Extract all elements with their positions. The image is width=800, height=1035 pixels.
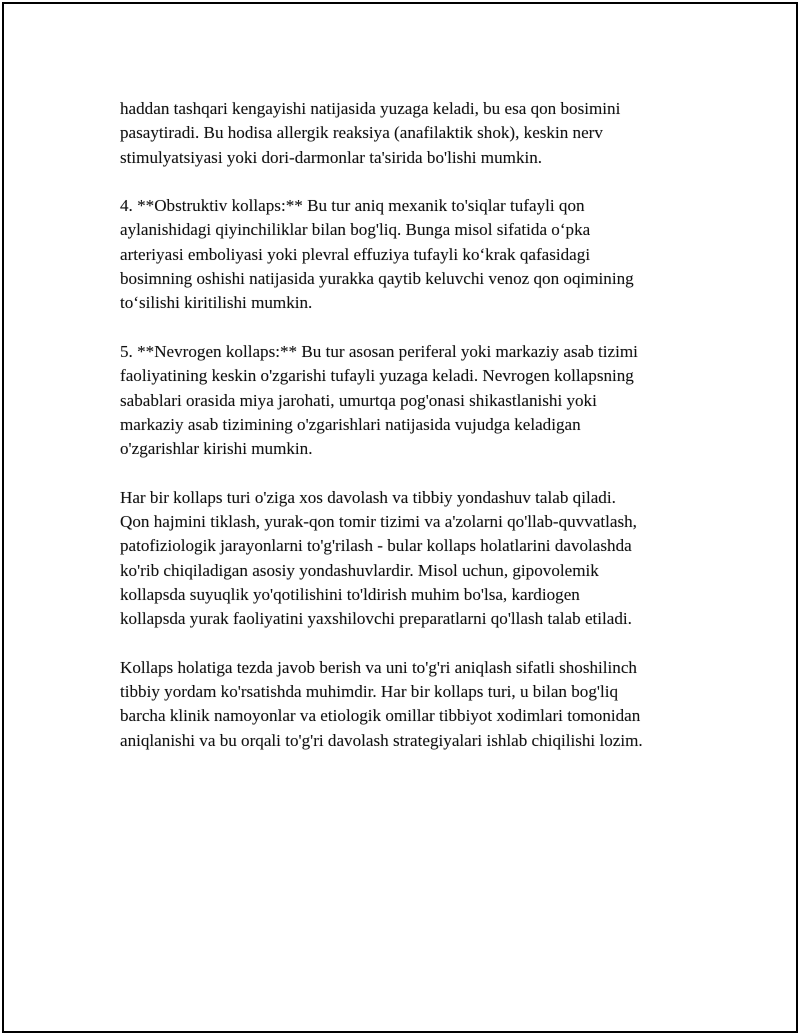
text-line: aylanishidagi qiyinchiliklar bilan bog'liq. Bunga misol sifatida o‘pka xyxy=(120,220,591,240)
text-line: pasaytiradi. Bu hodisa allergik reaksiya (anafilaktik shok), keskin nerv xyxy=(120,123,603,143)
text-line: markaziy asab tizimining o'zgarishlari natijasida vujudga keladigan xyxy=(120,414,581,434)
text-line: haddan tashqari kengayishi natijasida yuzaga keladi, bu esa qon bosimini xyxy=(120,99,621,118)
text-line: tibbiy yordam ko'rsatishda muhimdir. Har bir kollaps turi, u bilan bog'liq xyxy=(120,682,619,702)
text-line: barcha klinik namoyonlar va etiologik omillar tibbiyot xodimlari tomonidan xyxy=(120,706,641,726)
text-line: aniqlanishi va bu orqali to'g'ri davolash strategiyalari ishlab chiqilishi lozim. xyxy=(120,730,643,750)
paragraph-conclusion xyxy=(120,656,750,753)
text-line: 5. **Nevrogen kollaps:** Bu tur asosan periferal yoki markaziy asab tizimi xyxy=(120,341,638,361)
text-line: Kollaps holatiga tezda javob berish va uni to'g'ri aniqlash sifatli shoshilinch xyxy=(120,657,637,677)
paragraph-obstructive-collapse xyxy=(120,194,750,315)
text-line: 4. **Obstruktiv kollaps:** Bu tur aniq mexanik to'siqlar tufayli qon xyxy=(120,196,585,216)
text-line: kollapsda suyuqlik yo'qotilishini to'ldirish muhim bo'lsa, kardiogen xyxy=(120,584,580,604)
paragraph-treatment-approaches xyxy=(120,486,750,632)
text-line: kollapsda yurak faoliyatini yaxshilovchi preparatlarni qo'llash talab etiladi. xyxy=(120,609,632,629)
paragraph-neurogenic-collapse xyxy=(120,340,750,461)
text-line: arteriyasi emboliyasi yoki plevral effuziya tufayli ko‘krak qafasidagi xyxy=(120,244,591,264)
text-line: patofiziologik jarayonlarni to'g'rilash - bular kollaps holatlarini davolashda xyxy=(120,536,632,556)
text-line: ko'rib chiqiladigan asosiy yondashuvlardir. Misol uchun, gipovolemik xyxy=(120,560,599,580)
text-line: Har bir kollaps turi o'ziga xos davolash va tibbiy yondashuv talab qiladi. xyxy=(120,487,616,507)
document-body xyxy=(120,97,750,777)
text-line: o'zgarishlar kirishi mumkin. xyxy=(120,439,313,459)
text-line: Qon hajmini tiklash, yurak-qon tomir tizimi va a'zolarni qo'llab-quvvatlash, xyxy=(120,512,637,532)
text-line: faoliyatining keskin o'zgarishi tufayli yuzaga keladi. Nevrogen kollapsning xyxy=(120,366,634,386)
text-line: stimulyatsiyasi yoki dori-darmonlar ta'sirida bo'lishi mumkin. xyxy=(120,147,543,167)
document-page xyxy=(2,2,798,1033)
paragraph-distributive-shock-continuation xyxy=(120,97,750,170)
text-line: sabablari orasida miya jarohati, umurtqa pog'onasi shikastlanishi yoki xyxy=(120,390,597,410)
text-line: bosimning oshishi natijasida yurakka qaytib keluvchi venoz qon oqimining xyxy=(120,269,634,289)
text-line: to‘silishi kiritilishi mumkin. xyxy=(120,293,313,313)
